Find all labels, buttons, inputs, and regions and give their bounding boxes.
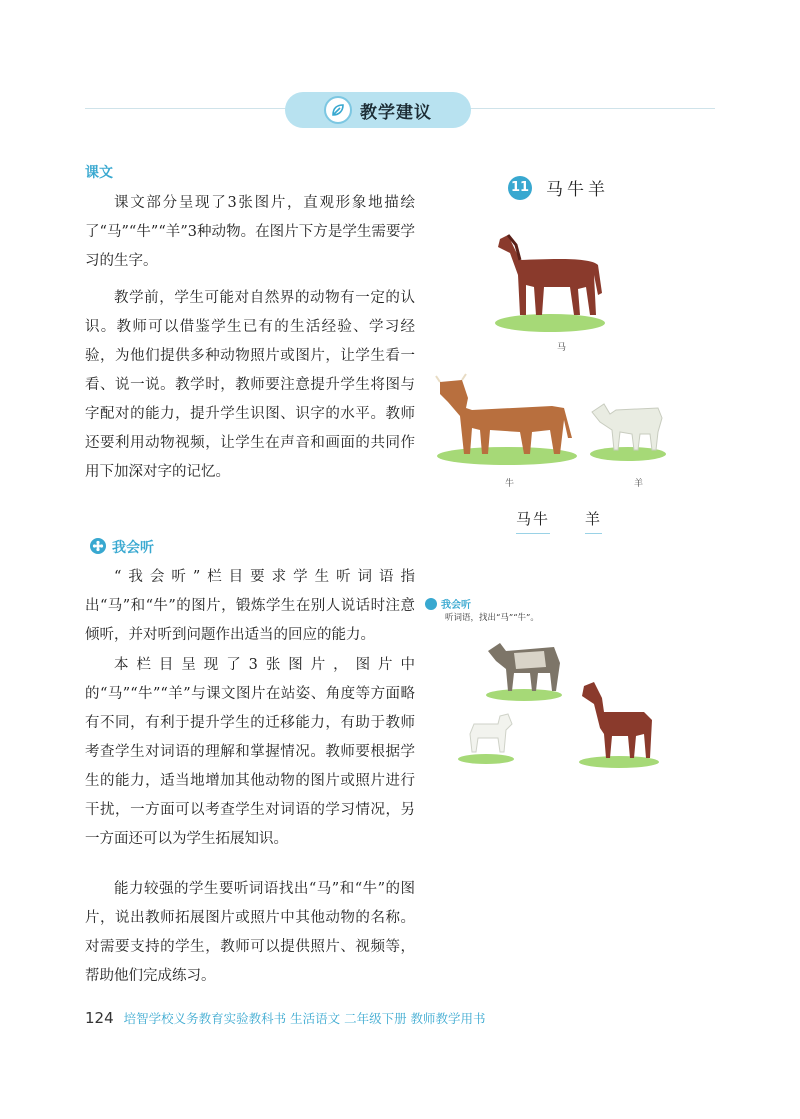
leaf-icon bbox=[324, 96, 352, 124]
header-rule-right bbox=[470, 108, 715, 109]
paragraph: 能力较强的学生要听词语找出“马”和“牛”的图片，说出教师拓展图片或照片中其他动物的名称。对需要支持的学生，教师可以提供照片、视频等，帮助他们完成练习。 bbox=[85, 881, 415, 984]
section-label-text: 课文 bbox=[85, 165, 113, 181]
page-number: 124 bbox=[85, 1009, 114, 1027]
listen-activity-title: 我会听 bbox=[441, 600, 471, 611]
new-characters-right: 羊 bbox=[585, 508, 602, 534]
horse-small-illustration bbox=[574, 678, 660, 770]
new-characters-left: 马牛 bbox=[516, 508, 550, 534]
lesson-number: 11 bbox=[508, 176, 532, 200]
cow-illustration bbox=[432, 368, 582, 468]
book-title: 培智学校义务教育实验教科书 生活语文 二年级下册 教师教学用书 bbox=[123, 1011, 486, 1026]
paragraph: 教学前，学生可能对自然界的动物有一定的认识。教师可以借鉴学生已有的生活经验、学习经验，为他们提供多种动物照片或图片，让学生看一看、说一说。教学时，教师要注意提升学生将图与字配对的能力，提升学生识图、识字的水平。教师还要利用动物视频，让学生在声音和画面的共同作用下加深对字的记忆。 bbox=[85, 290, 415, 480]
cow-small-illustration bbox=[484, 633, 564, 703]
section-label-listen: 我会听 bbox=[112, 540, 154, 556]
lesson-title: 马牛羊 bbox=[546, 180, 609, 200]
section-header-title: 教学建议 bbox=[360, 102, 432, 123]
paragraph: “我会听”栏目要求学生听词语指出“马”和“牛”的图片，锻炼学生在别人说话时注意倾听，并对听到问题作出适当的回应的能力。 bbox=[85, 569, 415, 643]
sheep-small-illustration bbox=[456, 710, 516, 766]
caption-cow: 牛 bbox=[505, 479, 515, 489]
sheep-illustration bbox=[588, 392, 668, 464]
caption-sheep: 羊 bbox=[634, 479, 644, 489]
horse-illustration bbox=[490, 215, 610, 335]
flower-icon bbox=[90, 538, 106, 554]
listen-activity-label bbox=[425, 596, 471, 611]
paragraph: 本栏目呈现了3张图片，图片中的“马”“牛”“羊”与课文图片在站姿、角度等方面略有不同，有利于提升学生的迁移能力，有助于教师考查学生对词语的理解和掌握情况。教师要根据学生的能力，适当地增加其他动物的图片或照片进行干扰，一方面可以考查学生对词语的学习情况，另一方面还可以为学生拓展知识。 bbox=[85, 657, 415, 847]
lesson-heading bbox=[508, 175, 609, 200]
listen-instruction: 听词语，找出“马”“牛”。 bbox=[445, 613, 539, 623]
caption-horse: 马 bbox=[557, 343, 567, 353]
page-footer bbox=[85, 1009, 486, 1027]
paragraph: 课文部分呈现了3张图片，直观形象地描绘了“马”“牛”“羊”3种动物。在图片下方是学生需要学习的生字。 bbox=[85, 195, 415, 269]
flower-icon bbox=[425, 598, 437, 610]
header-rule-left bbox=[85, 108, 300, 109]
section-header bbox=[285, 92, 471, 128]
